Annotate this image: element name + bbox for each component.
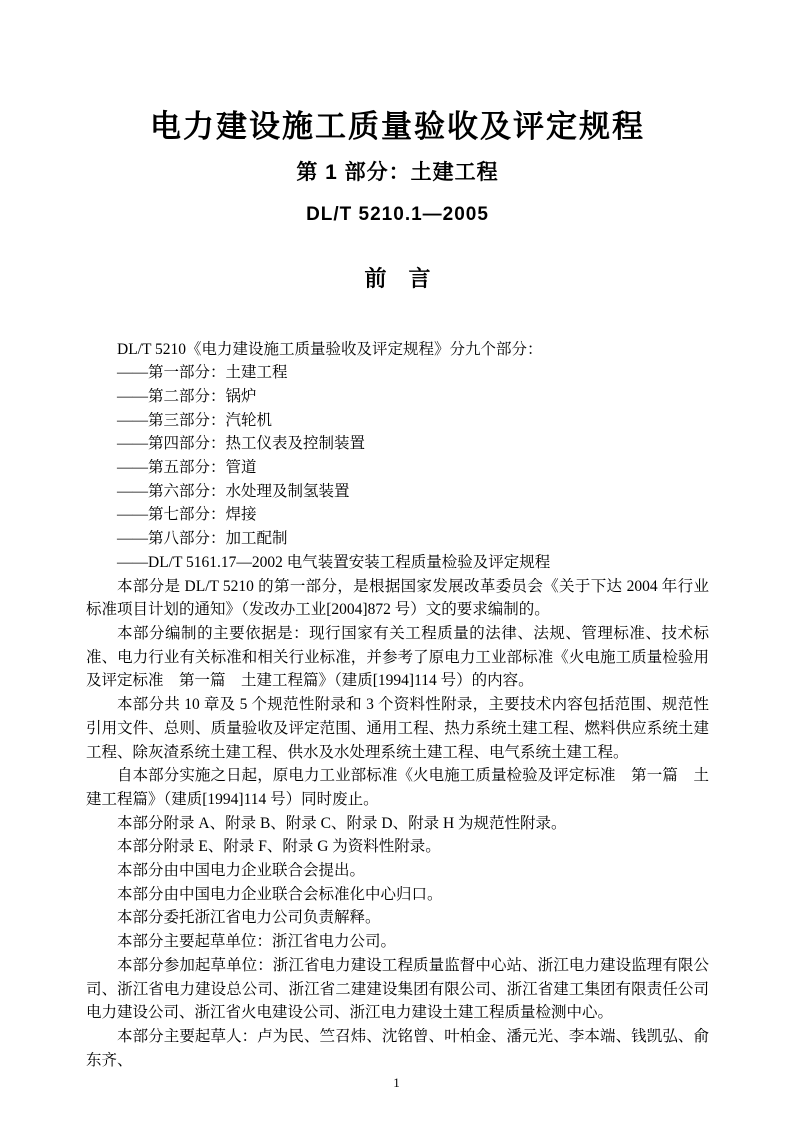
foreword-paragraph: 本部分共 10 章及 5 个规范性附录和 3 个资料性附录，主要技术内容包括范围、规范性引用文件、总则、质量验收及评定范围、通用工程、热力系统土建工程、燃料供应系统土建工程、除灰渣系统土建工程、供水及水处理系统土建工程、电气系统土建工程。 [86, 696, 709, 761]
part-list-item: ——第一部分：土建工程 [117, 364, 288, 382]
foreword-paragraph: 本部分主要起草人：卢为民、竺召炜、沈铭曾、叶柏金、潘元光、李本端、钱凯弘、俞东齐、 [86, 1027, 709, 1069]
foreword-heading: 前 言 [364, 266, 431, 292]
foreword-paragraph: 本部分附录 A、附录 B、附录 C、附录 D、附录 H 为规范性附录。 [117, 814, 567, 832]
document-title: 电力建设施工质量验收及评定规程 [150, 109, 645, 144]
part-list-item: ——第三部分：汽轮机 [117, 411, 273, 429]
foreword-paragraph: 本部分编制的主要依据是：现行国家有关工程质量的法律、法规、管理标准、技术标准、电力行业有关标准和相关行业标准，并参考了原电力工业部标准《火电施工质量检验用及评定标准 第一篇 土建工程篇》（建质[1994]114 号）的内容。 [86, 625, 709, 690]
part-list-item: ——第八部分：加工配制 [117, 530, 288, 548]
part-list-item: ——第四部分：热工仪表及控制装置 [117, 435, 366, 453]
foreword-paragraph: 本部分由中国电力企业联合会标准化中心归口。 [117, 885, 443, 903]
foreword-body [86, 338, 709, 1073]
foreword-paragraph: 本部分是 DL/T 5210 的第一部分，是根据国家发展改革委员会《关于下达 2004 年行业标准项目计划的通知》（发改办工业[2004]872 号）文的要求编制的。 [86, 577, 709, 619]
foreword-paragraph: 自本部分实施之日起，原电力工业部标准《火电施工质量检验及评定标准 第一篇 土建工程篇》（建质[1994]114 号）同时废止。 [86, 767, 709, 808]
page-number: 1 [393, 1075, 400, 1090]
foreword-paragraph: 本部分委托浙江省电力公司负责解释。 [117, 909, 381, 927]
foreword-paragraph: 本部分附录 E、附录 F、附录 G 为资料性附录。 [117, 838, 441, 856]
foreword-paragraph: 本部分主要起草单位：浙江省电力公司。 [117, 933, 397, 951]
part-list-item: ——DL/T 5161.17—2002 电气装置安装工程质量检验及评定规程 [117, 553, 551, 571]
foreword-paragraph: 本部分由中国电力企业联合会提出。 [117, 862, 366, 880]
standard-number: DL/T 5210.1—2005 [306, 204, 489, 226]
foreword-paragraph: 本部分参加起草单位：浙江省电力建设工程质量监督中心站、浙江电力建设监理有限公司、浙江省电力建设总公司、浙江省二建建设集团有限公司、浙江省建工集团有限责任公司电力建设公司、浙江省火电建设公司、浙江电力建设土建工程质量检测中心。 [86, 956, 709, 1022]
part-list-item: ——第五部分：管道 [117, 459, 257, 477]
part-list-item: ——第二部分：锅炉 [117, 387, 257, 405]
part-list-item: ——第七部分：焊接 [117, 506, 257, 524]
document-subtitle: 第 1 部分：土建工程 [296, 161, 499, 185]
foreword-intro: DL/T 5210《电力建设施工质量验收及评定规程》分九个部分： [117, 340, 543, 358]
part-list-item: ——第六部分：水处理及制氢装置 [117, 482, 350, 500]
